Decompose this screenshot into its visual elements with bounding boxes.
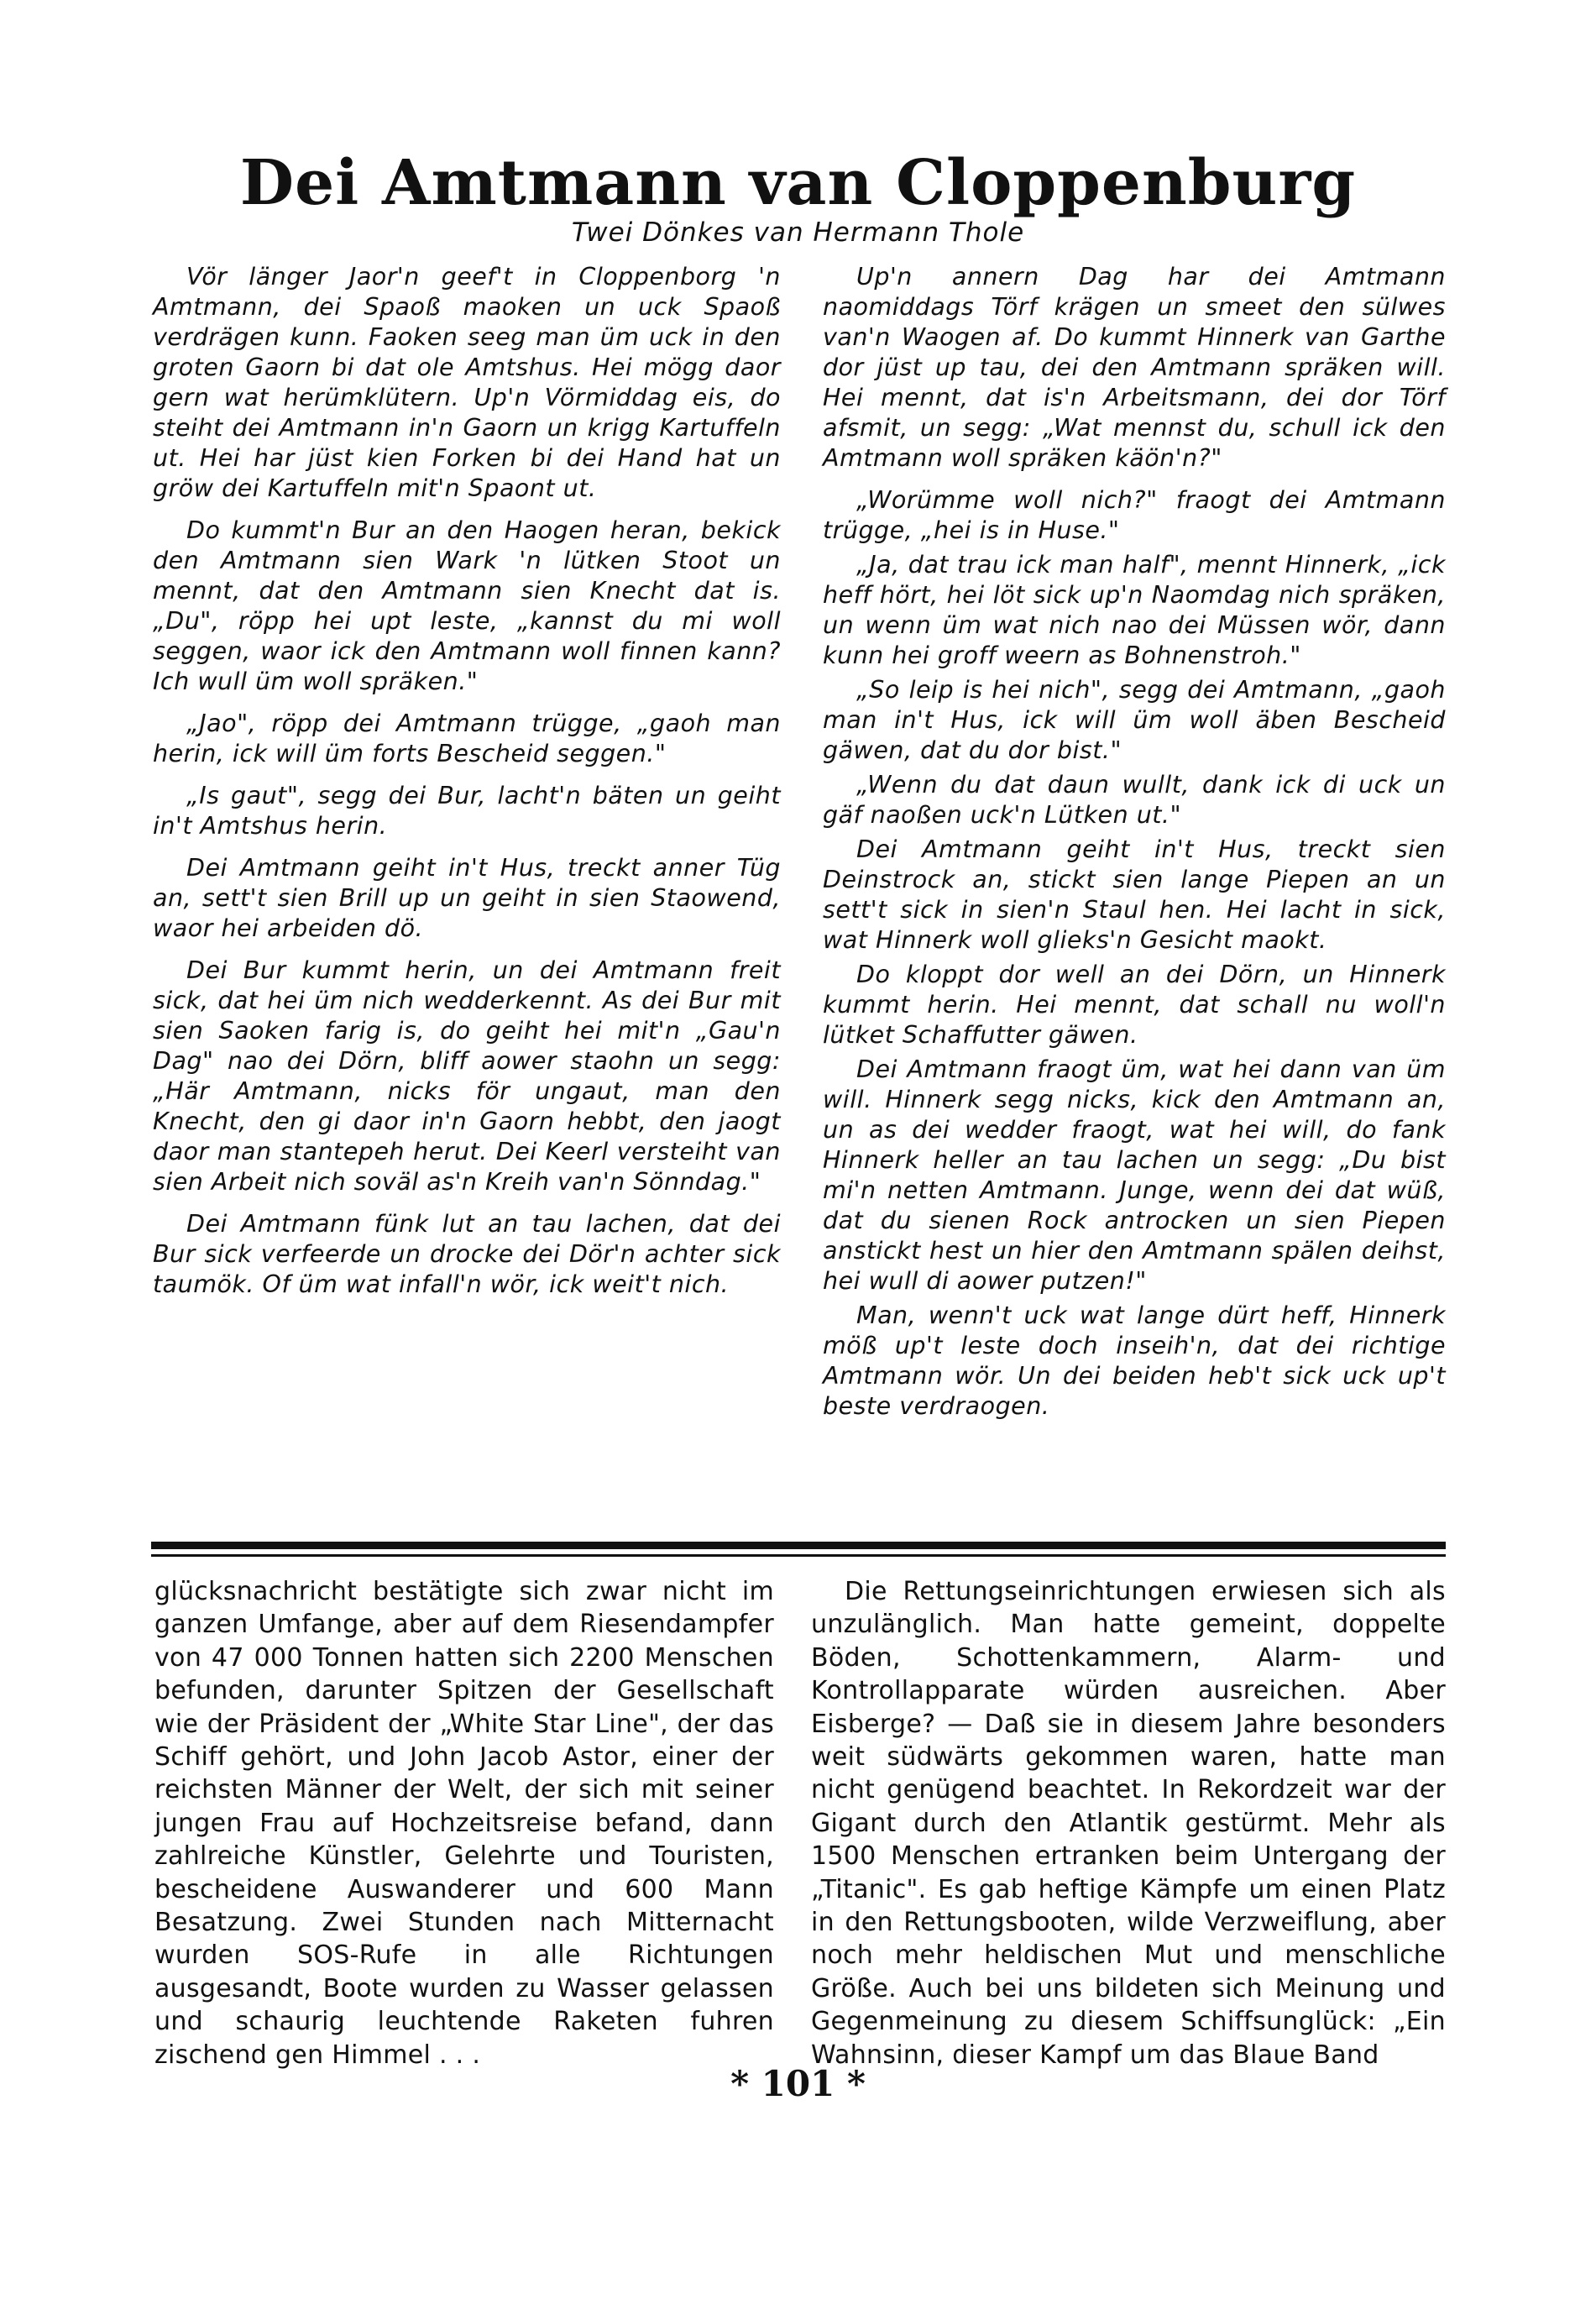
paragraph: Do kloppt dor well an dei Dörn, un Hinnerk kummt herin. Hei mennt, dat schall nu woll'n lütket Schaffutter gäwen. xyxy=(823,961,1446,1049)
paragraph: Dei Bur kummt herin, un dei Amtmann freit sick, dat hei üm nich wedderkennt. As dei Bur mit sien Saoken farig is, do geiht hei mit'n „Gau'n Dag" nao dei Dörn, bliff aower staohn un segg: „Här Amtmann, nicks för ungaut, man den Knecht, den gi daor in'n Gaorn hebbt, den jaogt daor man stantepeh herut. Dei Keerl versteiht van sien Arbeit nich soväl as'n Kreih van'n Sönndag." xyxy=(153,956,781,1196)
paragraph: Dei Amtmann fraogt üm, wat hei dann van üm will. Hinnerk segg nicks, kick den Amtmann an, un as dei wedder fraogt, wat hei will, do fank Hinnerk heller an tau lachen un segg: „Du bist mi'n netten Amtmann. Junge, wenn dei dat wüß, dat du sienen Rock antrocken un sien Piepen anstickt hest un hier den Amtmann spälen deihst, hei wull di aower putzen!" xyxy=(823,1055,1446,1295)
paragraph: „Wenn du dat daun wullt, dank ick di uck un gäf naoßen uck'n Lütken ut." xyxy=(823,771,1446,829)
paragraph: Vör länger Jaor'n geef't in Cloppenborg 'n Amtmann, dei Spaoß maoken un uck Spaoß verdrägen kunn. Faoken seeg man üm uck in den groten Gaorn bi dat ole Amtshus. Hei mögg daor gern wat herümklütern. Up'n Vörmiddag eis, do steiht dei Amtmann in'n Gaorn un krigg Kartuffeln ut. Hei har jüst kien Forken bi dei Hand hat un gröw dei Kartuffeln mit'n Spaont ut. xyxy=(153,263,781,502)
paragraph: „Is gaut", segg dei Bur, lacht'n bäten un geiht in't Amtshus herin. xyxy=(153,782,781,840)
paragraph: Die Rettungseinrichtungen erwiesen sich als unzulänglich. Man hatte gemeint, doppelte Böden, Schottenkammern, Alarm- und Kontrollapparate würden ausreichen. Aber Eisberge? — Daß sie in diesem Jahre besonders weit südwärts gekommen waren, hatte man nicht genügend beachtet. In Rekordzeit war der Gigant durch den Atlantik gestürmt. Mehr als 1500 Menschen ertranken beim Untergang der „Titanic". Es gab heftige Kämpfe um einen Platz in den Rettungsbooten, wilde Verzweiflung, aber noch mehr heldischen Mut und menschliche Größe. Auch bei uns bildeten sich Meinung und Gegenmeinung zu diesem Schiffsunglück: „Ein Wahnsinn, dieser Kampf um das Blaue Band xyxy=(811,1577,1446,2070)
page-number: * 101 * xyxy=(730,2063,866,2104)
continuation-left-column xyxy=(154,1575,774,2071)
paragraph: Dei Amtmann geiht in't Hus, treckt sien Deinstrock an, stickt sien lange Piepen an un sett't sick in sien'n Staul hen. Hei lacht in sick, wat Hinnerk woll glieks'n Gesicht maokt. xyxy=(823,835,1446,954)
continuation-right-column xyxy=(811,1575,1446,2071)
paragraph: „Ja, dat trau ick man half", mennt Hinnerk, „ick heff hört, hei löt sick up'n Naomdag nich spräken, un wenn üm wat nich nao dei Müssen wör, dann kunn hei groff weern as Bohnenstroh." xyxy=(823,551,1446,669)
article-left-column xyxy=(153,262,781,1312)
paragraph: „Jao", röpp dei Amtmann trügge, „gaoh man herin, ick will üm forts Bescheid seggen." xyxy=(153,710,781,767)
paragraph: Dei Amtmann fünk lut an tau lachen, dat dei Bur sick verfeerde un drocke dei Dör'n achter sick taumök. Of üm wat infall'n wör, ick weit't nich. xyxy=(153,1210,781,1298)
paragraph: Up'n annern Dag har dei Amtmann naomiddags Törf krägen un smeet den sülwes van'n Waogen af. Do kummt Hinnerk van Garthe dor jüst up tau, dei den Amtmann spräken will. Hei mennt, dat is'n Arbeitsmann, dei dor Törf afsmit, un segg: „Wat mennst du, schull ick den Amtmann woll spräken käön'n?" xyxy=(823,263,1446,472)
paragraph: Do kummt'n Bur an den Haogen heran, bekick den Amtmann sien Wark 'n lütken Stoot un mennt, dat den Amtmann sien Knecht dat is. „Du", röpp hei upt leste, „kannst du mi woll seggen, waor ick den Amtmann woll finnen kann? Ich wull üm woll spräken." xyxy=(153,516,781,695)
paragraph: Dei Amtmann geiht in't Hus, treckt anner Tüg an, sett't sien Brill up un geiht in sien Staowend, waor hei arbeiden dö. xyxy=(153,854,781,942)
article-title: Dei Amtmann van Cloppenburg xyxy=(239,147,1357,219)
article-right-column xyxy=(823,262,1446,1426)
paragraph: Man, wenn't uck wat lange dürt heff, Hinnerk möß up't leste doch inseih'n, dat dei richtige Amtmann wör. Un dei beiden heb't sick uck up't beste verdraogen. xyxy=(823,1301,1446,1420)
section-divider-thick xyxy=(151,1542,1446,1549)
paragraph: „Worümme woll nich?" fraogt dei Amtmann trügge, „hei is in Huse." xyxy=(823,486,1446,544)
paragraph: glücksnachricht bestätigte sich zwar nicht im ganzen Umfange, aber auf dem Riesendampfer von 47 000 Tonnen hatten sich 2200 Menschen befunden, darunter Spitzen der Gesellschaft wie der Präsident der „White Star Line", der das Schiff gehört, und John Jacob Astor, einer der reichsten Männer der Welt, der sich mit seiner jungen Frau auf Hochzeitsreise befand, dann zahlreiche Künstler, Gelehrte und Touristen, bescheidene Auswanderer und 600 Mann Besatzung. Zwei Stunden nach Mitternacht wurden SOS-Rufe in alle Richtungen ausgesandt, Boote wurden zu Wasser gelassen und schaurig leuchtende Raketen fuhren zischend gen Himmel . . . xyxy=(154,1577,774,2070)
section-divider-thin xyxy=(151,1554,1446,1557)
paragraph: „So leip is hei nich", segg dei Amtmann, „gaoh man in't Hus, ick will üm woll äben Bescheid gäwen, dat du dor bist." xyxy=(823,676,1446,764)
article-subtitle: Twei Dönkes van Hermann Thole xyxy=(571,217,1025,248)
